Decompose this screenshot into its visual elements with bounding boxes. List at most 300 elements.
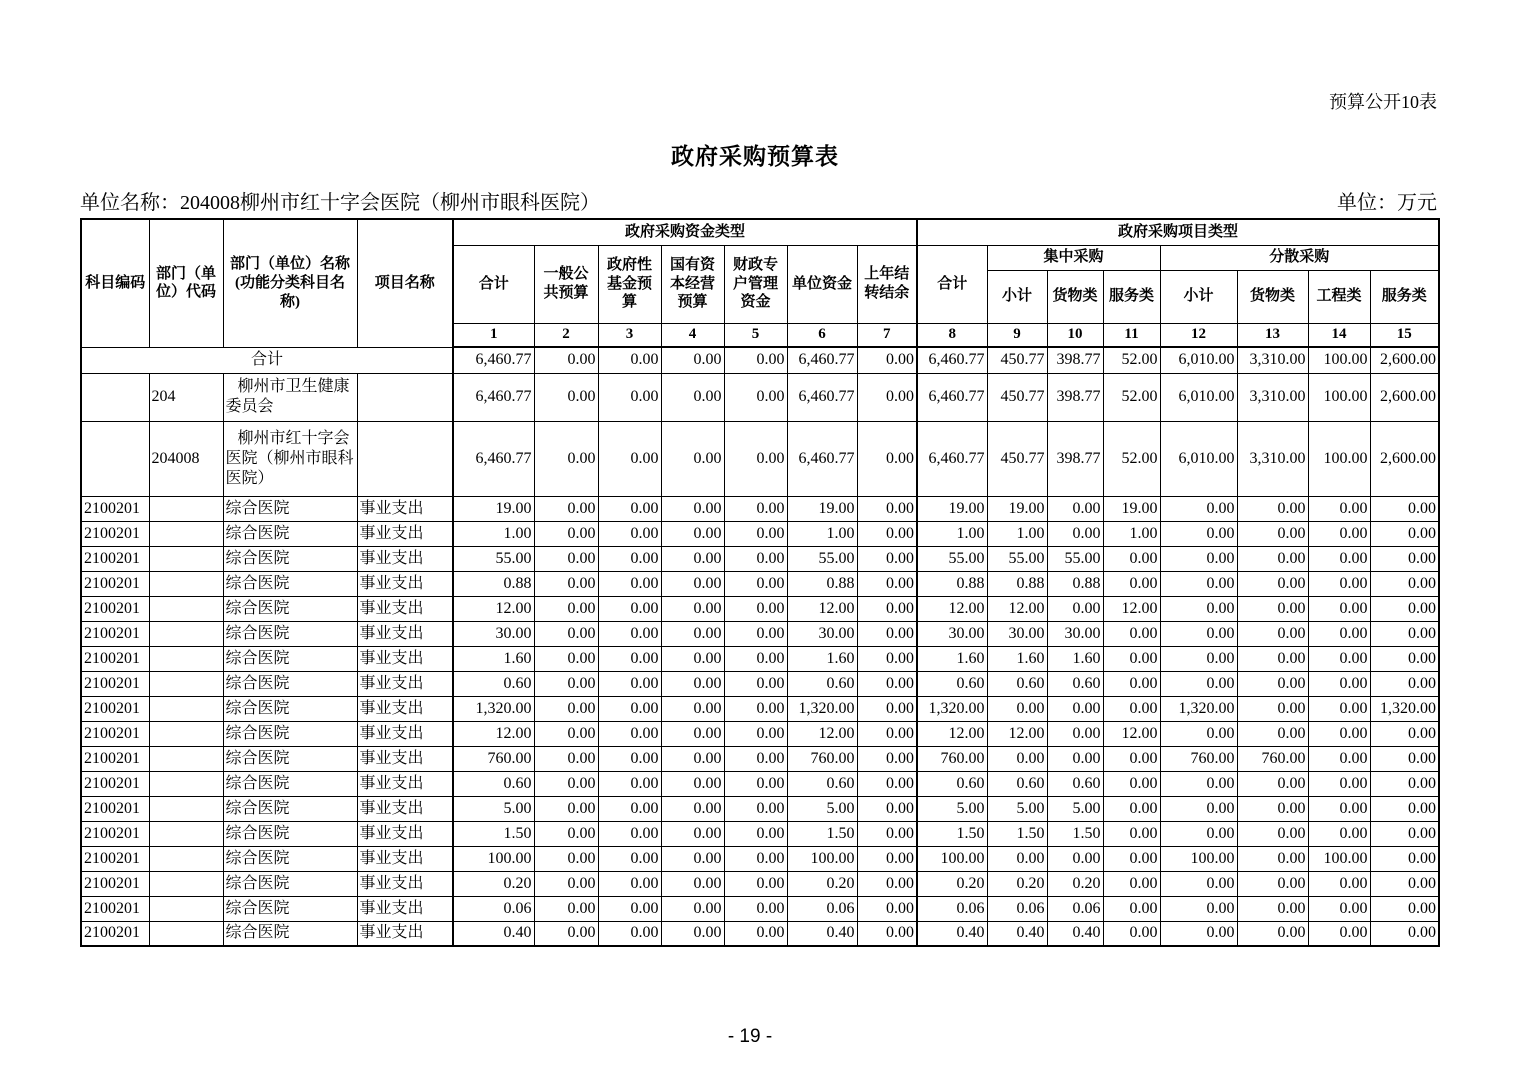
value-cell: 0.00 bbox=[1370, 521, 1439, 546]
value-cell: 0.00 bbox=[1160, 771, 1237, 796]
value-cell: 0.00 bbox=[1308, 871, 1370, 896]
subject-code-cell: 2100201 bbox=[81, 821, 149, 846]
value-cell: 0.06 bbox=[1047, 896, 1103, 921]
value-cell: 0.00 bbox=[534, 596, 598, 621]
value-cell: 0.00 bbox=[661, 871, 724, 896]
value-cell: 0.00 bbox=[857, 546, 917, 571]
value-cell: 19.00 bbox=[453, 496, 534, 521]
value-cell: 0.00 bbox=[1237, 921, 1308, 946]
header-centralized-services: 服务类 bbox=[1103, 270, 1160, 323]
value-cell: 0.00 bbox=[1370, 596, 1439, 621]
value-cell: 0.00 bbox=[1370, 646, 1439, 671]
subject-code-cell: 2100201 bbox=[81, 596, 149, 621]
value-cell: 0.00 bbox=[724, 596, 787, 621]
value-cell: 6,460.77 bbox=[453, 373, 534, 421]
value-cell: 0.00 bbox=[1237, 846, 1308, 871]
value-cell: 0.00 bbox=[1160, 921, 1237, 946]
summary-row bbox=[81, 373, 1439, 421]
dept-code-cell bbox=[149, 771, 223, 796]
value-cell: 52.00 bbox=[1103, 347, 1160, 373]
value-cell: 0.00 bbox=[724, 846, 787, 871]
dept-name-cell: 综合医院 bbox=[223, 646, 357, 671]
dept-code-cell bbox=[149, 521, 223, 546]
page-number: - 19 - bbox=[727, 1026, 773, 1047]
value-cell: 6,460.77 bbox=[917, 347, 987, 373]
value-cell: 52.00 bbox=[1103, 421, 1160, 496]
column-number: 7 bbox=[857, 323, 917, 347]
value-cell: 398.77 bbox=[1047, 373, 1103, 421]
value-cell: 0.00 bbox=[724, 821, 787, 846]
header-decentralized-engineering: 工程类 bbox=[1308, 270, 1370, 323]
value-cell: 0.00 bbox=[598, 721, 661, 746]
project-name-cell: 事业支出 bbox=[357, 596, 453, 621]
value-cell: 0.00 bbox=[1160, 496, 1237, 521]
header-dept-code: 部门（单位）代码 bbox=[149, 219, 223, 347]
value-cell: 0.00 bbox=[1308, 896, 1370, 921]
header-dept-name: 部门（单位）名称(功能分类科目名称) bbox=[223, 219, 357, 347]
subject-code-cell: 2100201 bbox=[81, 721, 149, 746]
value-cell: 0.00 bbox=[1237, 771, 1308, 796]
value-cell: 450.77 bbox=[987, 421, 1047, 496]
value-cell: 0.00 bbox=[661, 571, 724, 596]
column-number: 11 bbox=[1103, 323, 1160, 347]
dept-name-cell: 综合医院 bbox=[223, 796, 357, 821]
value-cell: 0.00 bbox=[857, 621, 917, 646]
value-cell: 12.00 bbox=[917, 721, 987, 746]
value-cell: 0.00 bbox=[598, 871, 661, 896]
value-cell: 0.00 bbox=[1237, 671, 1308, 696]
dept-name-cell: 综合医院 bbox=[223, 721, 357, 746]
value-cell: 0.00 bbox=[661, 846, 724, 871]
value-cell: 0.00 bbox=[1160, 646, 1237, 671]
project-name-cell: 事业支出 bbox=[357, 771, 453, 796]
value-cell: 0.00 bbox=[1370, 746, 1439, 771]
value-cell: 0.00 bbox=[1160, 896, 1237, 921]
dept-name-cell: 综合医院 bbox=[223, 521, 357, 546]
value-cell: 0.00 bbox=[857, 671, 917, 696]
value-cell: 0.00 bbox=[598, 846, 661, 871]
value-cell: 0.00 bbox=[1237, 621, 1308, 646]
value-cell: 0.00 bbox=[1308, 671, 1370, 696]
summary-row bbox=[81, 421, 1439, 496]
value-cell: 6,010.00 bbox=[1160, 421, 1237, 496]
value-cell: 0.00 bbox=[598, 421, 661, 496]
value-cell: 0.00 bbox=[1237, 696, 1308, 721]
value-cell: 0.00 bbox=[1370, 771, 1439, 796]
value-cell: 30.00 bbox=[1047, 621, 1103, 646]
value-cell: 0.00 bbox=[1308, 921, 1370, 946]
value-cell: 0.00 bbox=[598, 571, 661, 596]
value-cell: 0.00 bbox=[598, 771, 661, 796]
table-row bbox=[81, 846, 1439, 871]
value-cell: 0.00 bbox=[1308, 571, 1370, 596]
table-row bbox=[81, 596, 1439, 621]
project-name-cell: 事业支出 bbox=[357, 821, 453, 846]
value-cell: 0.00 bbox=[598, 521, 661, 546]
value-cell: 0.00 bbox=[724, 546, 787, 571]
header-fund-type-group: 政府采购资金类型 bbox=[453, 219, 917, 245]
project-name-cell: 事业支出 bbox=[357, 496, 453, 521]
value-cell: 0.00 bbox=[1237, 546, 1308, 571]
column-number: 3 bbox=[598, 323, 661, 347]
project-name-cell: 事业支出 bbox=[357, 921, 453, 946]
value-cell: 0.00 bbox=[1237, 571, 1308, 596]
value-cell: 0.00 bbox=[1308, 746, 1370, 771]
value-cell: 0.00 bbox=[1160, 721, 1237, 746]
value-cell: 55.00 bbox=[987, 546, 1047, 571]
table-row bbox=[81, 646, 1439, 671]
project-name-cell: 事业支出 bbox=[357, 646, 453, 671]
column-number: 9 bbox=[987, 323, 1047, 347]
table-row bbox=[81, 721, 1439, 746]
value-cell: 0.00 bbox=[1047, 696, 1103, 721]
value-cell: 0.00 bbox=[598, 921, 661, 946]
value-cell: 30.00 bbox=[787, 621, 857, 646]
value-cell: 0.00 bbox=[534, 546, 598, 571]
dept-name-cell: 柳州市卫生健康委员会 bbox=[223, 373, 357, 421]
subject-code-cell: 2100201 bbox=[81, 571, 149, 596]
value-cell: 398.77 bbox=[1047, 421, 1103, 496]
dept-code-cell bbox=[149, 596, 223, 621]
value-cell: 0.00 bbox=[724, 421, 787, 496]
value-cell: 1.50 bbox=[453, 821, 534, 846]
value-cell: 0.00 bbox=[661, 696, 724, 721]
value-cell: 0.40 bbox=[917, 921, 987, 946]
header-project-total: 合计 bbox=[917, 245, 987, 323]
subject-code-cell: 2100201 bbox=[81, 796, 149, 821]
value-cell: 0.00 bbox=[1047, 846, 1103, 871]
value-cell: 0.60 bbox=[1047, 671, 1103, 696]
column-number: 6 bbox=[787, 323, 857, 347]
value-cell: 0.00 bbox=[724, 571, 787, 596]
value-cell: 0.00 bbox=[1308, 696, 1370, 721]
value-cell: 0.00 bbox=[598, 821, 661, 846]
project-name-cell bbox=[357, 373, 453, 421]
value-cell: 0.00 bbox=[1237, 521, 1308, 546]
value-cell: 0.00 bbox=[1103, 846, 1160, 871]
value-cell: 0.00 bbox=[1103, 646, 1160, 671]
table-body bbox=[81, 347, 1439, 946]
value-cell: 1.60 bbox=[453, 646, 534, 671]
column-number: 13 bbox=[1237, 323, 1308, 347]
value-cell: 0.00 bbox=[1160, 596, 1237, 621]
value-cell: 0.00 bbox=[1103, 771, 1160, 796]
column-number: 1 bbox=[453, 323, 534, 347]
subject-code-cell: 2100201 bbox=[81, 921, 149, 946]
value-cell: 1.00 bbox=[787, 521, 857, 546]
value-cell: 6,010.00 bbox=[1160, 373, 1237, 421]
value-cell: 1.00 bbox=[917, 521, 987, 546]
value-cell: 0.00 bbox=[1103, 796, 1160, 821]
project-name-cell: 事业支出 bbox=[357, 746, 453, 771]
subject-code-cell: 2100201 bbox=[81, 771, 149, 796]
value-cell: 450.77 bbox=[987, 373, 1047, 421]
value-cell: 1.00 bbox=[987, 521, 1047, 546]
column-number: 12 bbox=[1160, 323, 1237, 347]
value-cell: 0.00 bbox=[534, 896, 598, 921]
value-cell: 55.00 bbox=[453, 546, 534, 571]
grand-total-label: 合计 bbox=[81, 347, 453, 373]
value-cell: 0.00 bbox=[857, 796, 917, 821]
value-cell: 0.00 bbox=[857, 821, 917, 846]
value-cell: 0.00 bbox=[534, 373, 598, 421]
header-general-public-budget: 一般公共预算 bbox=[534, 245, 598, 323]
value-cell: 6,460.77 bbox=[787, 421, 857, 496]
value-cell: 0.00 bbox=[1308, 496, 1370, 521]
value-cell: 100.00 bbox=[1308, 846, 1370, 871]
value-cell: 0.00 bbox=[534, 721, 598, 746]
value-cell: 1,320.00 bbox=[1370, 696, 1439, 721]
value-cell: 1,320.00 bbox=[453, 696, 534, 721]
value-cell: 0.00 bbox=[661, 421, 724, 496]
header-group-row bbox=[81, 219, 1439, 245]
value-cell: 0.00 bbox=[1160, 521, 1237, 546]
subject-code-cell: 2100201 bbox=[81, 696, 149, 721]
value-cell: 0.00 bbox=[598, 373, 661, 421]
value-cell: 0.00 bbox=[534, 671, 598, 696]
value-cell: 100.00 bbox=[1308, 373, 1370, 421]
value-cell: 1,320.00 bbox=[1160, 696, 1237, 721]
value-cell: 1.00 bbox=[453, 521, 534, 546]
dept-code-cell bbox=[149, 621, 223, 646]
value-cell: 0.00 bbox=[661, 546, 724, 571]
subject-code-cell: 2100201 bbox=[81, 496, 149, 521]
value-cell: 0.00 bbox=[1370, 496, 1439, 521]
value-cell: 0.00 bbox=[724, 373, 787, 421]
value-cell: 0.06 bbox=[787, 896, 857, 921]
value-cell: 100.00 bbox=[1308, 421, 1370, 496]
value-cell: 760.00 bbox=[1160, 746, 1237, 771]
value-cell: 1.50 bbox=[987, 821, 1047, 846]
value-cell: 1.60 bbox=[787, 646, 857, 671]
value-cell: 0.00 bbox=[857, 746, 917, 771]
value-cell: 0.00 bbox=[534, 496, 598, 521]
value-cell: 5.00 bbox=[787, 796, 857, 821]
value-cell: 0.00 bbox=[1047, 596, 1103, 621]
subject-code-cell: 2100201 bbox=[81, 896, 149, 921]
value-cell: 0.00 bbox=[857, 846, 917, 871]
value-cell: 0.00 bbox=[1160, 571, 1237, 596]
value-cell: 6,460.77 bbox=[787, 347, 857, 373]
value-cell: 0.00 bbox=[1370, 896, 1439, 921]
value-cell: 0.00 bbox=[1160, 546, 1237, 571]
value-cell: 0.00 bbox=[598, 621, 661, 646]
value-cell: 0.00 bbox=[1237, 496, 1308, 521]
project-name-cell: 事业支出 bbox=[357, 721, 453, 746]
value-cell: 0.00 bbox=[857, 721, 917, 746]
value-cell: 6,010.00 bbox=[1160, 347, 1237, 373]
value-cell: 0.00 bbox=[598, 746, 661, 771]
value-cell: 0.00 bbox=[1103, 621, 1160, 646]
value-cell: 0.88 bbox=[987, 571, 1047, 596]
value-cell: 0.00 bbox=[1308, 596, 1370, 621]
value-cell: 0.00 bbox=[1160, 871, 1237, 896]
value-cell: 19.00 bbox=[987, 496, 1047, 521]
value-cell: 12.00 bbox=[453, 721, 534, 746]
value-cell: 100.00 bbox=[453, 846, 534, 871]
value-cell: 0.00 bbox=[534, 621, 598, 646]
value-cell: 0.00 bbox=[661, 746, 724, 771]
column-number: 2 bbox=[534, 323, 598, 347]
project-name-cell: 事业支出 bbox=[357, 871, 453, 896]
value-cell: 0.00 bbox=[598, 896, 661, 921]
value-cell: 55.00 bbox=[917, 546, 987, 571]
value-cell: 1.50 bbox=[917, 821, 987, 846]
value-cell: 0.00 bbox=[534, 746, 598, 771]
dept-name-cell: 综合医院 bbox=[223, 571, 357, 596]
value-cell: 0.00 bbox=[1370, 796, 1439, 821]
value-cell: 19.00 bbox=[1103, 496, 1160, 521]
value-cell: 0.00 bbox=[724, 496, 787, 521]
header-subject-code: 科目编码 bbox=[81, 219, 149, 347]
value-cell: 55.00 bbox=[1047, 546, 1103, 571]
dept-code-cell bbox=[149, 671, 223, 696]
value-cell: 12.00 bbox=[453, 596, 534, 621]
value-cell: 1.60 bbox=[987, 646, 1047, 671]
value-cell: 0.40 bbox=[987, 921, 1047, 946]
value-cell: 0.00 bbox=[857, 496, 917, 521]
project-name-cell: 事业支出 bbox=[357, 846, 453, 871]
value-cell: 0.00 bbox=[534, 771, 598, 796]
project-name-cell: 事业支出 bbox=[357, 571, 453, 596]
dept-code-cell bbox=[149, 496, 223, 521]
table-row bbox=[81, 771, 1439, 796]
value-cell: 0.00 bbox=[1370, 846, 1439, 871]
header-decentralized-subtotal: 小计 bbox=[1160, 270, 1237, 323]
column-number: 15 bbox=[1370, 323, 1439, 347]
value-cell: 0.00 bbox=[724, 771, 787, 796]
value-cell: 0.00 bbox=[1103, 696, 1160, 721]
dept-name-cell: 综合医院 bbox=[223, 546, 357, 571]
value-cell: 0.00 bbox=[598, 546, 661, 571]
value-cell: 0.00 bbox=[534, 521, 598, 546]
value-cell: 0.20 bbox=[453, 871, 534, 896]
value-cell: 0.00 bbox=[598, 671, 661, 696]
value-cell: 0.00 bbox=[987, 846, 1047, 871]
value-cell: 0.88 bbox=[787, 571, 857, 596]
value-cell: 0.00 bbox=[534, 421, 598, 496]
value-cell: 0.00 bbox=[1103, 671, 1160, 696]
dept-name-cell: 综合医院 bbox=[223, 596, 357, 621]
subject-code-cell bbox=[81, 421, 149, 496]
value-cell: 0.00 bbox=[857, 373, 917, 421]
value-cell: 0.00 bbox=[1103, 821, 1160, 846]
value-cell: 1.50 bbox=[1047, 821, 1103, 846]
table-row bbox=[81, 871, 1439, 896]
value-cell: 0.00 bbox=[1370, 821, 1439, 846]
header-project-type-group: 政府采购项目类型 bbox=[917, 219, 1439, 245]
unit-name: 单位名称：204008柳州市红十字会医院（柳州市眼科医院） bbox=[80, 192, 600, 214]
value-cell: 0.00 bbox=[1308, 621, 1370, 646]
value-cell: 3,310.00 bbox=[1237, 421, 1308, 496]
table-row bbox=[81, 671, 1439, 696]
value-cell: 760.00 bbox=[453, 746, 534, 771]
value-cell: 1,320.00 bbox=[787, 696, 857, 721]
dept-name-cell: 综合医院 bbox=[223, 696, 357, 721]
value-cell: 0.00 bbox=[1237, 596, 1308, 621]
value-cell: 0.00 bbox=[1237, 821, 1308, 846]
dept-code-cell bbox=[149, 846, 223, 871]
value-cell: 0.88 bbox=[453, 571, 534, 596]
value-cell: 0.00 bbox=[1103, 896, 1160, 921]
value-cell: 0.00 bbox=[598, 796, 661, 821]
value-cell: 0.00 bbox=[661, 896, 724, 921]
value-cell: 0.60 bbox=[987, 671, 1047, 696]
table-row bbox=[81, 571, 1439, 596]
value-cell: 30.00 bbox=[987, 621, 1047, 646]
value-cell: 6,460.77 bbox=[917, 373, 987, 421]
value-cell: 0.00 bbox=[1103, 746, 1160, 771]
value-cell: 0.06 bbox=[453, 896, 534, 921]
value-cell: 0.00 bbox=[857, 646, 917, 671]
value-cell: 0.00 bbox=[1370, 921, 1439, 946]
value-cell: 0.20 bbox=[987, 871, 1047, 896]
subject-code-cell: 2100201 bbox=[81, 546, 149, 571]
dept-code-cell bbox=[149, 571, 223, 596]
dept-code-cell bbox=[149, 871, 223, 896]
doc-label: 预算公开10表 bbox=[1329, 92, 1437, 112]
value-cell: 0.00 bbox=[534, 821, 598, 846]
value-cell: 0.00 bbox=[1047, 721, 1103, 746]
value-cell: 0.00 bbox=[724, 347, 787, 373]
value-cell: 0.00 bbox=[661, 721, 724, 746]
value-cell: 0.00 bbox=[724, 896, 787, 921]
header-project-name: 项目名称 bbox=[357, 219, 453, 347]
dept-name-cell: 综合医院 bbox=[223, 896, 357, 921]
value-cell: 0.60 bbox=[787, 671, 857, 696]
value-cell: 12.00 bbox=[987, 721, 1047, 746]
value-cell: 0.88 bbox=[1047, 571, 1103, 596]
table-row bbox=[81, 546, 1439, 571]
project-name-cell: 事业支出 bbox=[357, 546, 453, 571]
value-cell: 12.00 bbox=[1103, 721, 1160, 746]
header-decentralized-services: 服务类 bbox=[1370, 270, 1439, 323]
value-cell: 0.00 bbox=[661, 521, 724, 546]
value-cell: 0.00 bbox=[598, 596, 661, 621]
value-cell: 12.00 bbox=[917, 596, 987, 621]
value-cell: 0.00 bbox=[1160, 671, 1237, 696]
dept-code-cell: 204008 bbox=[149, 421, 223, 496]
value-cell: 0.00 bbox=[987, 696, 1047, 721]
value-cell: 0.00 bbox=[724, 746, 787, 771]
header-state-capital-budget: 国有资本经营预算 bbox=[661, 245, 724, 323]
subject-code-cell: 2100201 bbox=[81, 671, 149, 696]
subject-code-cell: 2100201 bbox=[81, 621, 149, 646]
header-govt-fund-budget: 政府性基金预算 bbox=[598, 245, 661, 323]
value-cell: 19.00 bbox=[917, 496, 987, 521]
value-cell: 0.00 bbox=[1370, 721, 1439, 746]
value-cell: 0.00 bbox=[661, 373, 724, 421]
value-cell: 0.00 bbox=[724, 621, 787, 646]
dept-code-cell: 204 bbox=[149, 373, 223, 421]
value-cell: 0.00 bbox=[661, 796, 724, 821]
value-cell: 0.00 bbox=[534, 571, 598, 596]
value-cell: 0.00 bbox=[857, 347, 917, 373]
dept-name-cell: 综合医院 bbox=[223, 746, 357, 771]
value-cell: 0.20 bbox=[1047, 871, 1103, 896]
value-cell: 0.00 bbox=[724, 646, 787, 671]
project-name-cell: 事业支出 bbox=[357, 796, 453, 821]
budget-table bbox=[80, 218, 1440, 947]
table-row bbox=[81, 821, 1439, 846]
value-cell: 3,310.00 bbox=[1237, 347, 1308, 373]
table-row bbox=[81, 496, 1439, 521]
value-cell: 5.00 bbox=[1047, 796, 1103, 821]
value-cell: 1.60 bbox=[1047, 646, 1103, 671]
value-cell: 52.00 bbox=[1103, 373, 1160, 421]
value-cell: 12.00 bbox=[787, 721, 857, 746]
value-cell: 1.00 bbox=[1103, 521, 1160, 546]
